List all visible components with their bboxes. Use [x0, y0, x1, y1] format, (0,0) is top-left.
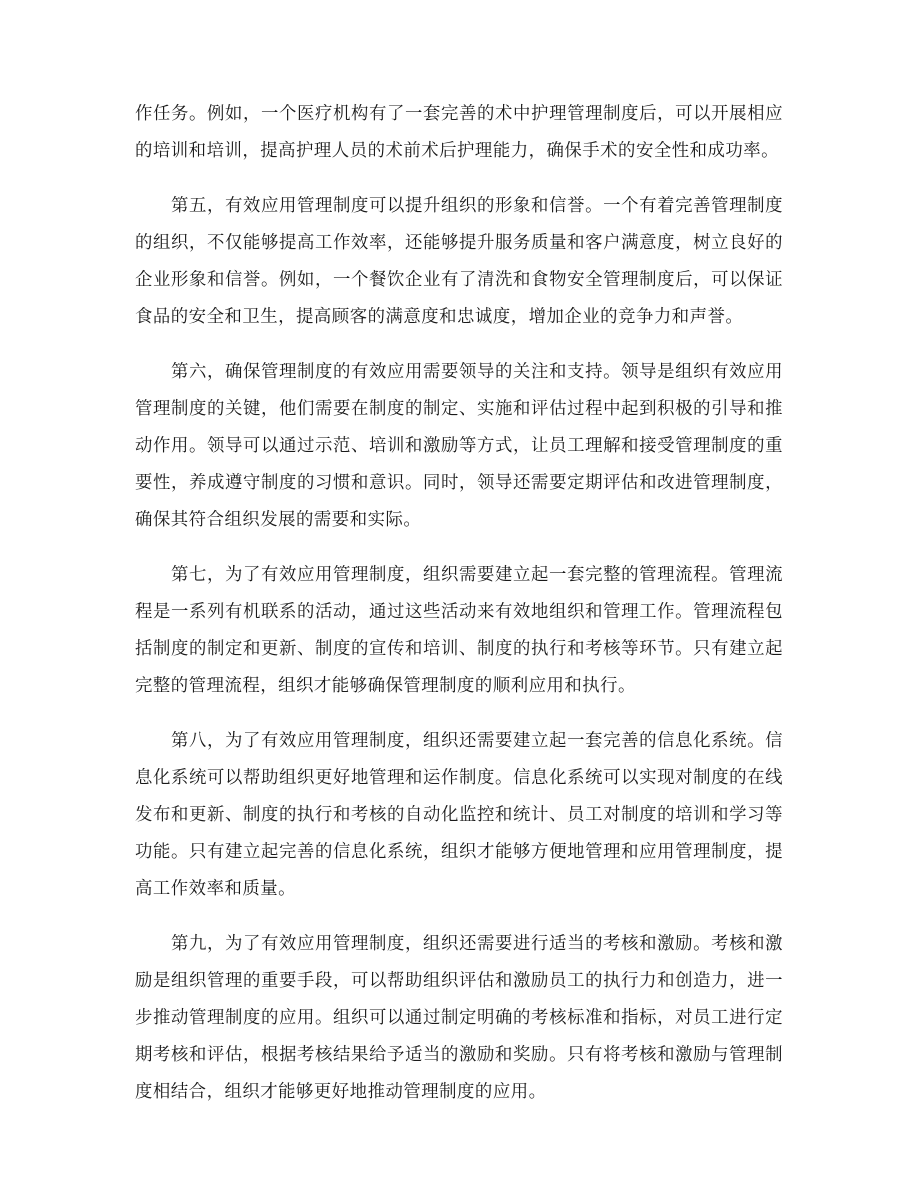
paragraph-eighth: 第八，为了有效应用管理制度，组织还需要建立起一套完善的信息化系统。信息化系统可以帮助组织更好地管理和运作制度。信息化系统可以实现对制度的在线发布和更新、制度的执行和考核的自动化监控和统计、员工对制度的培训和学习等功能。只有建立起完善的信息化系统，组织才能够方便地管理和应用管理制度，提高工作效率和质量。	[135, 731, 783, 899]
paragraph-fifth: 第五，有效应用管理制度可以提升组织的形象和信誉。一个有着完善管理制度的组织，不仅能够提高工作效率，还能够提升服务质量和客户满意度，树立良好的企业形象和信誉。例如，一个餐饮企业有了清洗和食物安全管理制度后，可以保证食品的安全和卫生，提高顾客的满意度和忠诚度，增加企业的竞争力和声誉。	[135, 196, 783, 327]
paragraph-seventh: 第七，为了有效应用管理制度，组织需要建立起一套完整的管理流程。管理流程是一系列有机联系的活动，通过这些活动来有效地组织和管理工作。管理流程包括制度的制定和更新、制度的宣传和培训、制度的执行和考核等环节。只有建立起完整的管理流程，组织才能够确保管理制度的顺利应用和执行。	[135, 565, 783, 696]
paragraph-continuation: 作任务。例如，一个医疗机构有了一套完善的术中护理管理制度后，可以开展相应的培训和培训，提高护理人员的术前术后护理能力，确保手术的安全性和成功率。	[135, 104, 783, 161]
paragraph-ninth: 第九，为了有效应用管理制度，组织还需要进行适当的考核和激励。考核和激励是组织管理的重要手段，可以帮助组织评估和激励员工的执行力和创造力，进一步推动管理制度的应用。组织可以通过制定明确的考核标准和指标，对员工进行定期考核和评估，根据考核结果给予适当的激励和奖励。只有将考核和激励与管理制度相结合，组织才能够更好地推动管理制度的应用。	[135, 934, 783, 1102]
paragraph-sixth: 第六，确保管理制度的有效应用需要领导的关注和支持。领导是组织有效应用管理制度的关键，他们需要在制度的制定、实施和评估过程中起到积极的引导和推动作用。领导可以通过示范、培训和激励等方式，让员工理解和接受管理制度的重要性，养成遵守制度的习惯和意识。同时，领导还需要定期评估和改进管理制度，确保其符合组织发展的需要和实际。	[135, 362, 783, 530]
document-body	[135, 96, 783, 1129]
